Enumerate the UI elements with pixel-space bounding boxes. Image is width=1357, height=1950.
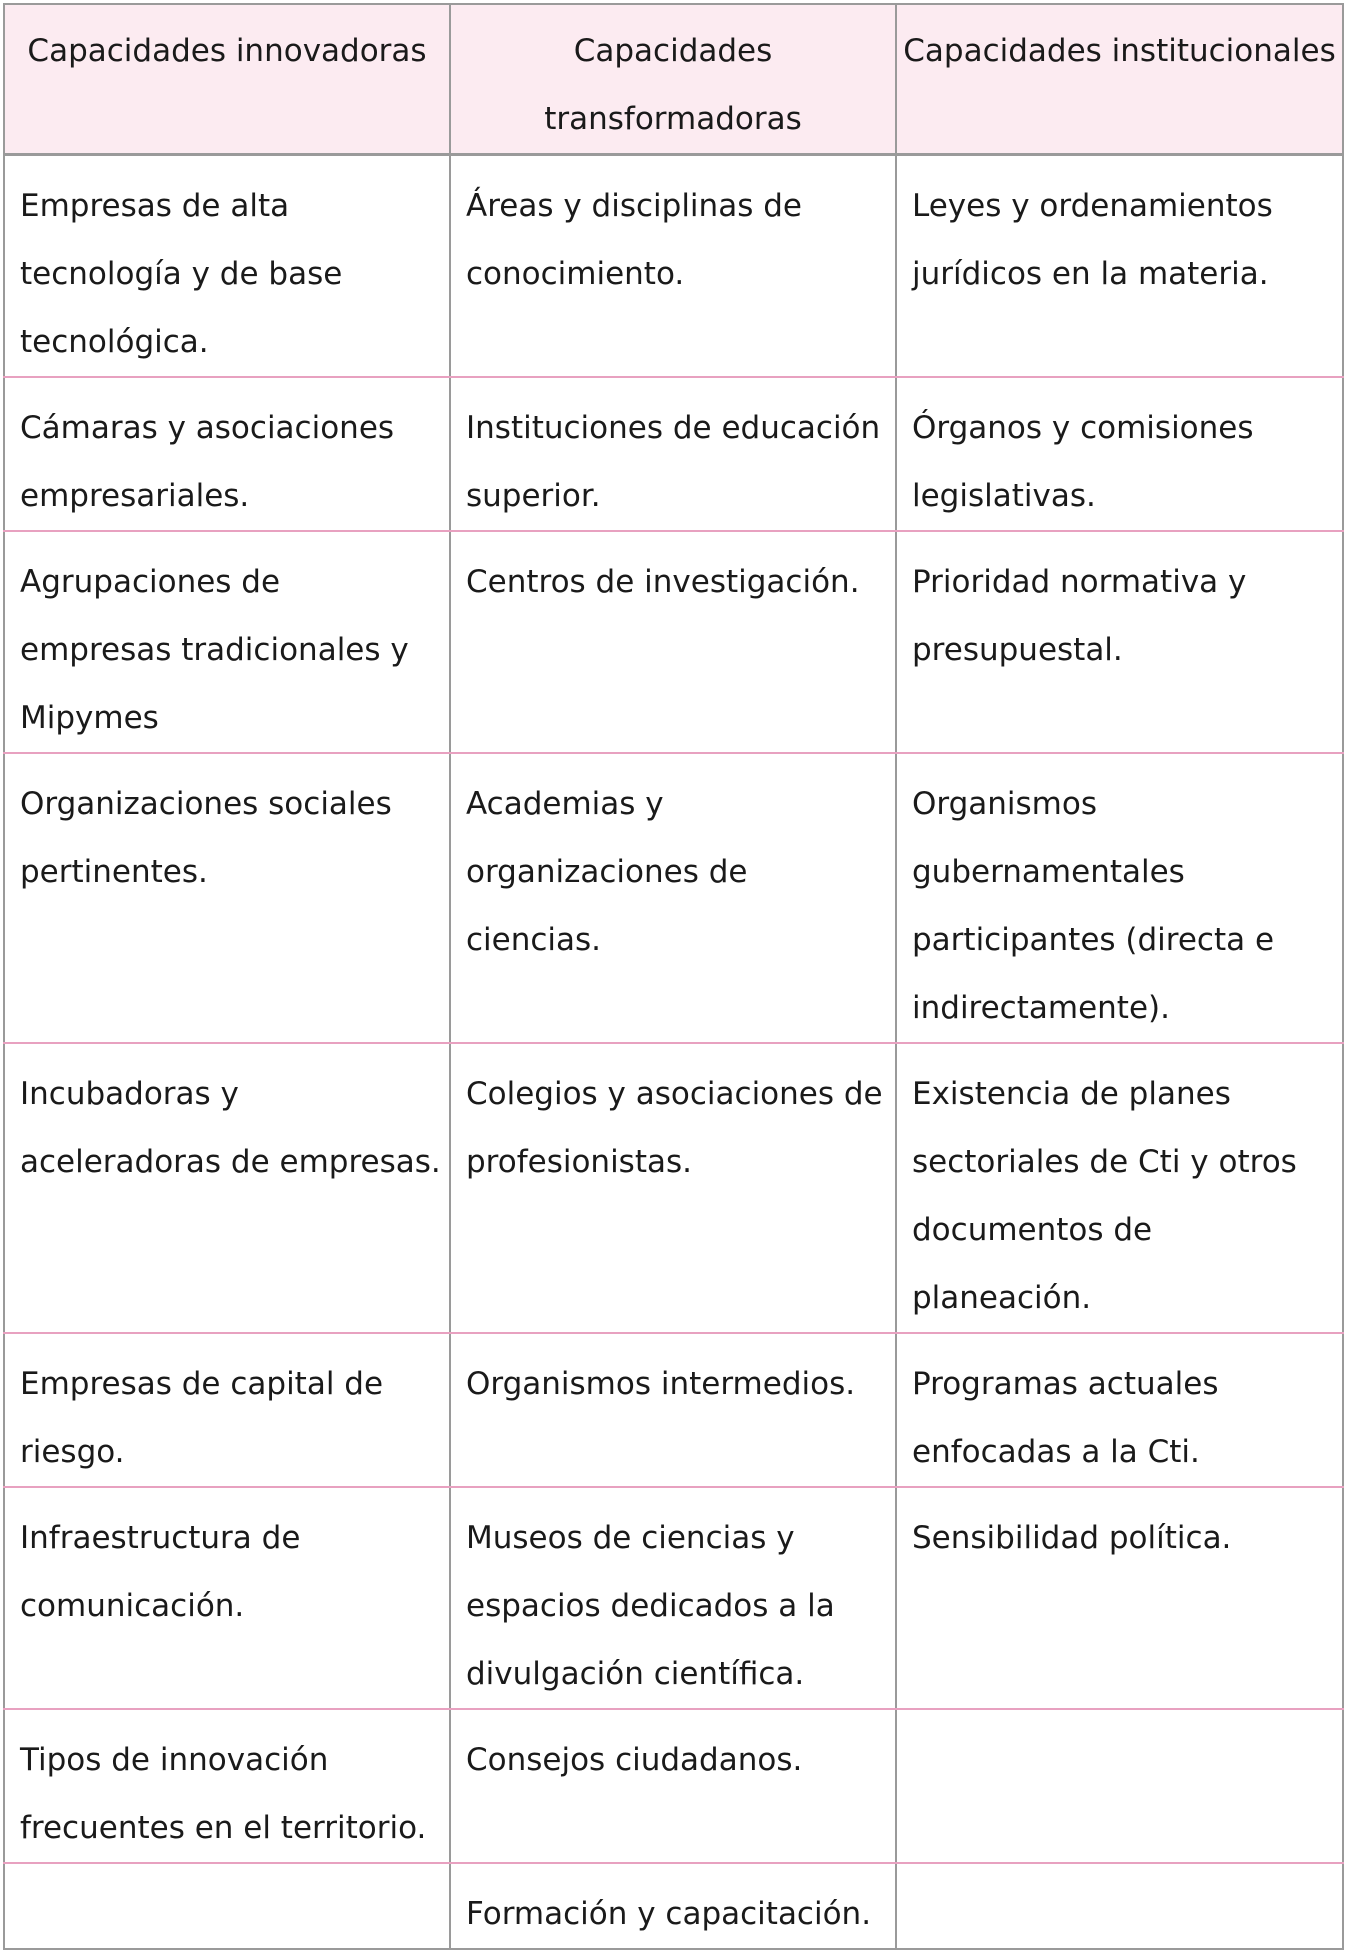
- table-row: [4, 1863, 1343, 1949]
- table-cell: Programas actuales enfocadas a la Cti.: [896, 1333, 1343, 1487]
- header-capacidades-institucionales: Capacidades institucionales: [896, 4, 1343, 155]
- table-cell: Museos de ciencias y espacios dedicados a la divulgación científica.: [450, 1487, 896, 1709]
- table-cell: Sensibilidad política.: [896, 1487, 1343, 1709]
- table-cell: Infraestructura de comunicación.: [4, 1487, 450, 1709]
- table-cell: Áreas y disciplinas de conocimiento.: [450, 155, 896, 378]
- table-row: [4, 377, 1343, 531]
- table-cell: Colegios y asociaciones de profesionistas.: [450, 1043, 896, 1333]
- table-cell: Incubadoras y aceleradoras de empresas.: [4, 1043, 450, 1333]
- table-row: [4, 753, 1343, 1043]
- table-cell: Academias y organizaciones de ciencias.: [450, 753, 896, 1043]
- table-cell: Prioridad normativa y presupuestal.: [896, 531, 1343, 753]
- table-cell: Instituciones de educación superior.: [450, 377, 896, 531]
- table-row: [4, 1043, 1343, 1333]
- table-cell: Cámaras y asociaciones empresariales.: [4, 377, 450, 531]
- table-body: [4, 155, 1343, 1950]
- table-row: [4, 1487, 1343, 1709]
- table-cell: Órganos y comisiones legislativas.: [896, 377, 1343, 531]
- table-row: [4, 155, 1343, 378]
- header-capacidades-innovadoras: Capacidades innovadoras: [4, 4, 450, 155]
- table-cell: Agrupaciones de empresas tradicionales y Mipymes: [4, 531, 450, 753]
- table-row: [4, 531, 1343, 753]
- table-cell: Leyes y ordenamientos jurídicos en la materia.: [896, 155, 1343, 378]
- table-cell: [896, 1709, 1343, 1863]
- table-cell: Organismos gubernamentales participantes (directa e indirectamente).: [896, 753, 1343, 1043]
- table-cell: Existencia de planes sectoriales de Cti y otros documentos de planeación.: [896, 1043, 1343, 1333]
- table-cell: Organizaciones sociales pertinentes.: [4, 753, 450, 1043]
- table-cell: [4, 1863, 450, 1949]
- table-row: [4, 1709, 1343, 1863]
- table-header: [4, 4, 1343, 155]
- table-cell: Consejos ciudadanos.: [450, 1709, 896, 1863]
- header-row: [4, 4, 1343, 155]
- table-row: [4, 1333, 1343, 1487]
- table-cell: Empresas de capital de riesgo.: [4, 1333, 450, 1487]
- header-capacidades-transformadoras: Capacidades transformadoras: [450, 4, 896, 155]
- table-cell: Formación y capacitación.: [450, 1863, 896, 1949]
- table-cell: Tipos de innovación frecuentes en el territorio.: [4, 1709, 450, 1863]
- table-cell: [896, 1863, 1343, 1949]
- table-cell: Organismos intermedios.: [450, 1333, 896, 1487]
- capacidades-table: [3, 3, 1344, 1950]
- table-cell: Empresas de alta tecnología y de base tecnológica.: [4, 155, 450, 378]
- table-cell: Centros de investigación.: [450, 531, 896, 753]
